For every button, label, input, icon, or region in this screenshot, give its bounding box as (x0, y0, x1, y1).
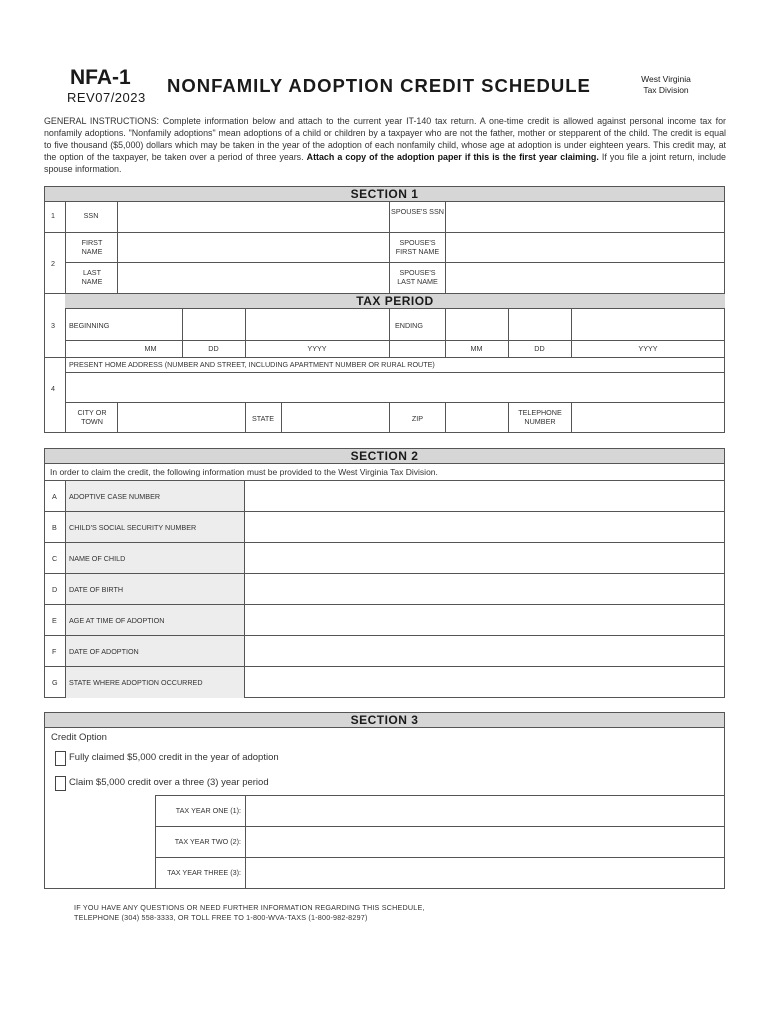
section-2 (44, 448, 725, 698)
section-2-intro: In order to claim the credit, the following information must be provided to the West Virginia Tax Division. (50, 467, 438, 477)
option-three-year-checkbox[interactable] (55, 776, 66, 791)
page-title: NONFAMILY ADOPTION CREDIT SCHEDULE (167, 75, 591, 96)
section-2-row-letter: F (52, 647, 57, 656)
footer-line-1: IF YOU HAVE ANY QUESTIONS OR NEED FURTHER INFORMATION REGARDING THIS SCHEDULE, (74, 903, 425, 912)
spouse-first-name-input[interactable] (446, 233, 725, 262)
spouse-ssn-input[interactable] (446, 202, 725, 232)
tax-year-one-label: TAX YEAR ONE (1): (175, 806, 241, 815)
ssn-label: SSN (83, 211, 99, 220)
form-revision: REV07/2023 (67, 90, 146, 105)
row-4-number: 4 (51, 384, 55, 393)
ending-label: ENDING (395, 321, 423, 330)
section-2-row-letter: B (52, 523, 57, 532)
spouse-first-name-label: SPOUSE'S FIRST NAME (395, 238, 440, 256)
section-3-title: SECTION 3 (45, 713, 724, 728)
section-2-row-letter: G (52, 678, 58, 687)
beginning-month-input[interactable] (119, 310, 181, 339)
last-name-input[interactable] (118, 263, 389, 293)
beginning-year-input[interactable] (246, 310, 388, 339)
row-3-number: 3 (51, 321, 55, 330)
first-name-label: FIRST NAME (81, 238, 103, 256)
section-2-row-input[interactable] (245, 481, 725, 511)
general-instructions (44, 115, 726, 175)
home-address-input[interactable] (66, 373, 725, 402)
section-1-title: SECTION 1 (45, 187, 724, 202)
state-label: STATE (251, 414, 275, 423)
instructions-tail-text: If you file a joint return, include spouse information. (44, 152, 726, 174)
instructions-text: GENERAL INSTRUCTIONS: Complete information below and attach to the current year IT-140 tax return. A one-time credit is allowed against personal income tax for nonfamily adoptions. "Nonfamily adoptions" mean adoptions of a child or children by a taxpayer who are not the father, mother or stepparent of the child. The credit is equal to five thousand ($5,000) dollars which may be taken in the year of the adoption of each nonfamily child, whose age at adoption is under eighteen years. This credit may, at the option of the taxpayer, be taken over a period of three years. (44, 116, 726, 162)
telephone-label: TELEPHONE NUMBER (518, 408, 562, 426)
section-2-row-letter: C (52, 554, 58, 563)
ssn-input[interactable] (118, 202, 389, 232)
city-input[interactable] (118, 403, 245, 433)
tax-year-one-input[interactable] (246, 796, 725, 826)
credit-option-label: Credit Option (51, 732, 107, 743)
ending-yyyy-label: YYYY (638, 344, 658, 353)
section-1 (44, 186, 725, 433)
section-2-row-input[interactable] (245, 574, 725, 604)
section-2-row-letter: A (52, 492, 57, 501)
section-2-row-label: NAME OF CHILD (69, 554, 126, 563)
footer-contact (74, 903, 425, 922)
first-name-input[interactable] (118, 233, 389, 262)
ending-month-input[interactable] (446, 310, 507, 339)
section-2-row-input[interactable] (245, 667, 725, 697)
ending-dd-label: DD (534, 344, 545, 353)
section-2-row-label: CHILD'S SOCIAL SECURITY NUMBER (69, 523, 197, 532)
city-label: CITY OR TOWN (77, 408, 107, 426)
zip-input[interactable] (446, 403, 508, 433)
tax-year-three-label: TAX YEAR THREE (3): (167, 868, 241, 877)
beginning-yyyy-label: YYYY (307, 344, 327, 353)
beginning-mm-label: MM (144, 344, 157, 353)
address-label: PRESENT HOME ADDRESS (NUMBER AND STREET, INCLUDING APARTMENT NUMBER OR RURAL ROUTE) (69, 360, 435, 369)
section-2-row-label: STATE WHERE ADOPTION OCCURRED (69, 678, 203, 687)
section-2-row-input[interactable] (245, 512, 725, 542)
section-2-row-label: AGE AT TIME OF ADOPTION (69, 616, 165, 625)
section-2-title: SECTION 2 (45, 449, 724, 464)
section-3 (44, 712, 725, 889)
tax-year-two-input[interactable] (246, 827, 725, 857)
agency-line-2: Tax Division (643, 85, 689, 95)
option-full-credit-label: Fully claimed $5,000 credit in the year of adoption (69, 752, 279, 763)
ending-day-input[interactable] (509, 310, 570, 339)
telephone-input[interactable] (572, 403, 724, 433)
row-1-number: 1 (51, 211, 55, 220)
tax-period-header: TAX PERIOD (65, 294, 725, 309)
ending-year-input[interactable] (572, 310, 724, 339)
beginning-day-input[interactable] (183, 310, 244, 339)
instructions-bold-text: Attach a copy of the adoption paper if this is the first year claiming. (306, 152, 599, 162)
section-2-row-label: ADOPTIVE CASE NUMBER (69, 492, 161, 501)
footer-line-2: TELEPHONE (304) 558-3333, OR TOLL FREE TO 1-800-WVA-TAXS (1-800-982-8297) (74, 912, 368, 922)
section-2-row-input[interactable] (245, 605, 725, 635)
spouse-last-name-input[interactable] (446, 263, 725, 293)
section-2-row-input[interactable] (245, 543, 725, 573)
beginning-label: BEGINNING (69, 321, 110, 330)
spouse-ssn-label: SPOUSE'S SSN (391, 207, 444, 216)
ending-mm-label: MM (470, 344, 483, 353)
tax-year-two-label: TAX YEAR TWO (2): (174, 837, 241, 846)
tax-year-three-input[interactable] (246, 858, 725, 889)
row-2-number: 2 (51, 259, 55, 268)
form-id: NFA-1 (70, 66, 131, 89)
section-2-row-label: DATE OF ADOPTION (69, 647, 139, 656)
agency-line-1: West Virginia (641, 74, 691, 84)
section-2-row-input[interactable] (245, 636, 725, 666)
state-input[interactable] (282, 403, 389, 433)
agency-name (622, 74, 710, 96)
beginning-dd-label: DD (208, 344, 219, 353)
option-full-credit-checkbox[interactable] (55, 751, 66, 766)
section-2-row-letter: D (52, 585, 58, 594)
spouse-last-name-label: SPOUSE'S LAST NAME (397, 268, 438, 286)
option-three-year-label: Claim $5,000 credit over a three (3) year period (69, 777, 269, 788)
zip-label: ZIP (411, 414, 424, 423)
section-2-row-letter: E (52, 616, 57, 625)
last-name-label: LAST NAME (81, 268, 103, 286)
section-2-row-label: DATE OF BIRTH (69, 585, 124, 594)
